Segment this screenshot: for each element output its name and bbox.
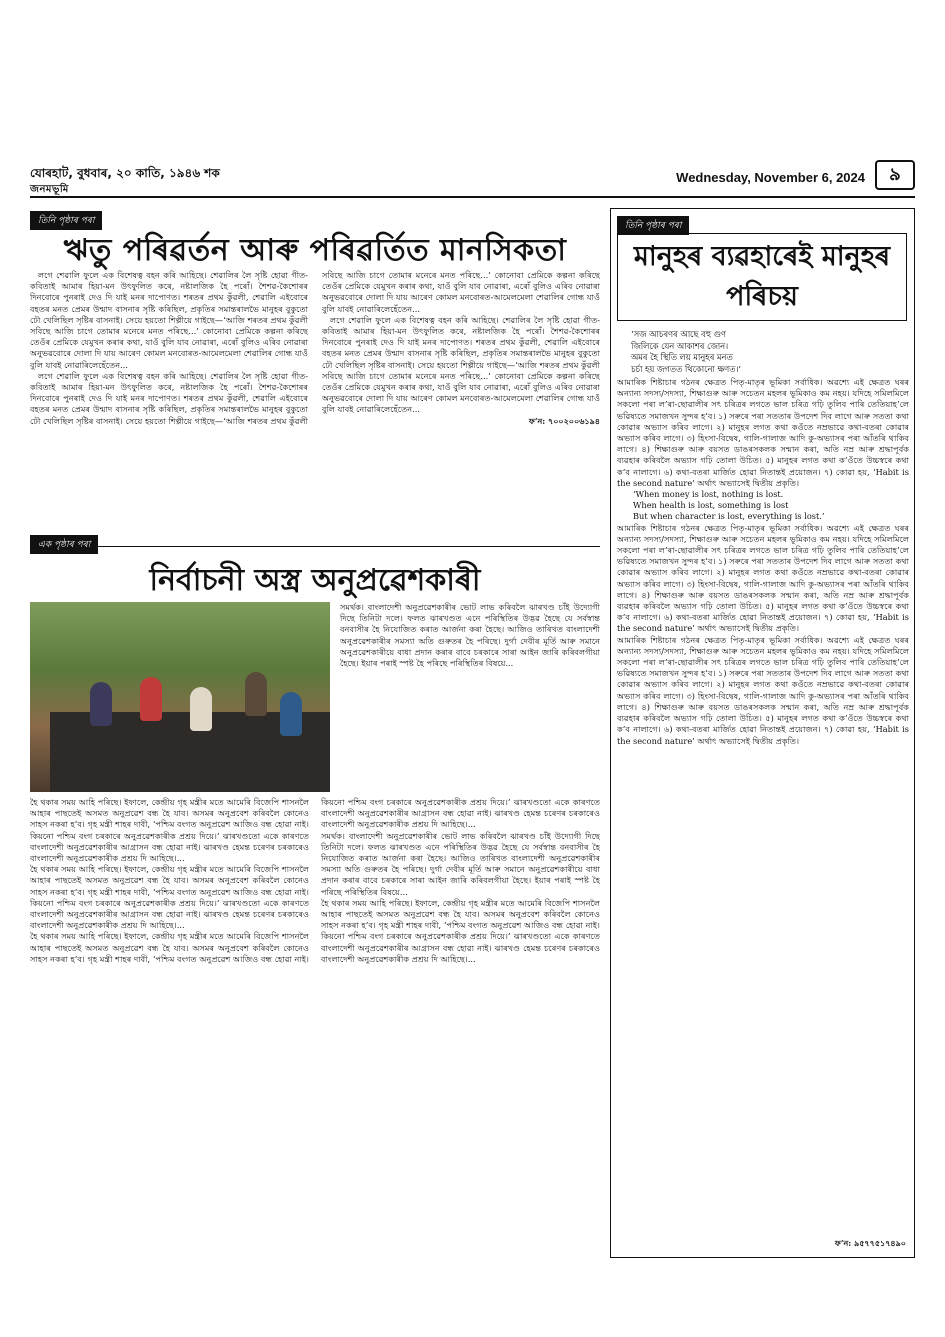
continued-tag: এক পৃষ্ঠাৰ পৰা [30,535,98,554]
article-paragraph-repeat: হৈ থকাৰ সময় আহি পৰিছে। ইফালে, কেন্দ্ৰীয় গৃহ মন্ত্ৰীৰ মতে আমেৰি বিজেপি শাসনলৈ আহাৰ পাছতেই অসমত অনুপ্ৰৱেশ বন্ধ হৈ যাব। অসমৰ অনুপ্ৰবেশ কৰিবলৈ কোনেও সাহস নকৰা হ’ব। গৃহ মন্ত্ৰী শাহৰ দাবী, ‘পশ্চিম বংগত অনুপ্ৰৱেশ আজিও বন্ধ হোৱা নাই। কিয়নো পশ্চিম বংগ চৰকাৰে অনুপ্ৰৱেশকাৰীক প্ৰশ্ৰয় দিয়ে।’ ঝাৰখণ্ডতো একে কাৰণতে বাংলাদেশী অনুপ্ৰৱেশকাৰীৰ আগ্ৰাসন বন্ধ হোৱা নাই। ঝাৰখণ্ড হেমন্ত চৰেণৰ চৰকাৰেও বাংলাদেশী অনুপ্ৰৱেশকাৰীক প্ৰশ্ৰয় দি আহিছে।... [30,797,600,964]
article-body [30,270,600,520]
page-number: ৯ [875,160,915,190]
poem-line: জিলিকে যেন আকাশৰ জোন। [631,340,729,351]
article-behaviour [610,208,915,1258]
train-passengers-photo [30,602,330,792]
person-figure [90,682,112,726]
article-seasons [30,208,600,523]
person-figure [140,677,162,721]
article-paragraph: হৈ থকাৰ সময় আহি পৰিছে। ইফালে, কেন্দ্ৰীয় গৃহ মন্ত্ৰীৰ মতে আমেৰি বিজেপি শাসনলৈ আহাৰ পাছতেই অসমত অনুপ্ৰৱেশ বন্ধ হৈ যাব। অসমৰ অনুপ্ৰবেশ কৰিবলৈ কোনেও সাহস নকৰা হ’ব। গৃহ মন্ত্ৰী শাহৰ দাবী, ‘পশ্চিম বংগত অনুপ্ৰৱেশ আজিও বন্ধ হোৱা নাই। কিয়নো পশ্চিম বংগ চৰকাৰে অনুপ্ৰৱেশকাৰীক প্ৰশ্ৰয় দিয়ে।’ ঝাৰখণ্ডতো একে কাৰণতে বাংলাদেশী অনুপ্ৰৱেশকাৰীৰ আগ্ৰাসন বন্ধ হোৱা নাই। ঝাৰখণ্ড হেমন্ত চৰেণৰ চৰকাৰেও বাংলাদেশী অনুপ্ৰৱেশকাৰীক প্ৰশ্ৰয় দি আহিছে।... [30,797,309,864]
poem-line: ‘সজ আচৰণৰ আছে বহু গুণ [631,329,726,339]
article-paragraph-repeat: আমাৰিক শিষ্টাচাৰ গঠনৰ ক্ষেত্ৰত পিতৃ-মাতৃৰ ভূমিকা সৰ্বাধিক। অৱশ্যে এই ক্ষেত্ৰত ঘৰৰ অন্যান্য সদস্য/সদস্যা, শিক্ষাগুৰু আৰু সচেতন মহলৰ ভূমিকাও কম নহয়। যদিহে সমিলমিলে সকলো পৰা ল’ৰা-ছোৱালীৰ সৎ চৰিত্ৰৰ লগতে ভাল চৰিত্ৰ গঢ়ি তুলিব পাৰি তেতিয়াহ’লে ভৱিষ্যতে সমাজখন সুন্দৰ হ’ব। ১) সৰুৰে পৰা সততাৰ উপদেশ দিব লাগে আৰু সততা কথা কোৱাৰ অভ্যাস কৰিব লাগে। ২) মানুহৰ লগত কথা কওঁতে নম্ৰভাৱে কথা-বতৰা কোৱাৰ অভ্যাস কৰিব লাগে। ৩) হিংসা-বিদ্বেষ, গালি-গালাজ আদি কু-অভ্যাসৰ পৰা আঁতৰি থাকিব লাগে। ৪) শিক্ষাগুৰু আৰু বয়সত ডাঙৰসকলক সন্মান কৰা, অতি নম্ৰ আৰু শ্ৰদ্ধাপূৰ্বক ব্যৱহাৰ কৰিবলৈ অভ্যাস গঢ়ি তোলা উচিত। ৫) মানুহৰ লগত কথা ক’ওঁতে উচ্চস্বৰে কথা ক’ব নালাগে। ৬) কথা-বতৰা মাৰ্জিত হোৱা নিতান্তই প্ৰয়োজন। ৭) কোৱা হয়, ‘Habit is the second nature’ অৰ্থাৎ অভ্যাসেই দ্বিতীয় প্ৰকৃতি। [617,634,909,746]
person-figure [280,692,302,736]
page-header [30,160,915,200]
article-paragraph-repeat: লগে শেৱালি ফুলে এক বিশেষত্ব বহন কৰি আহিছে। শেৱালিৰ লৈ সৃষ্টি হোৱা গীত-কবিতাই আমাৰ হিয়া-মন উৎফুলিত কৰে, নষ্টালজিক হৈ পৰোঁ। শৈশৱ-কৈশোৰৰ দিনবোৰে পুনৰাই দেও দি যাই মনৰ দাপোণত। শৰতৰ প্ৰথম কুঁৱলী, শেৱালি এইবোৰে বহতৰ মনত প্ৰেমৰ উন্মাদ বাসনাৰ সৃষ্টি কৰিছিল, প্ৰকৃতিৰ সমান্তৰালভৈ মানুহৰ বুকুতো ঢৌ খেলিছিল সৃষ্টিৰ বাসনাই। সেয়ে হয়তো শিল্পীয়ে গাইছে—‘আজি শৰতৰ প্ৰথম কুঁৱলী সবিছে আজি চাগে তোমাৰ মনেৰে মনত পৰিছে...’ কোনোবা প্ৰেমিকে কল্পনা কৰিছে তেওঁৰ প্ৰেমিকে যেমুখন কৰাৰ কথা, যাওঁ বুলি যাব নোৱাৰা, এৰোঁ বুলিও এৰিব নোৱাৰা অনুভৱবোৰে দোলা দি যায় আৰেণ কোমল মনবোৰত-আমেলমেলা শেৱালিৰ গোন্ধ যাওঁ বুলি যাবই নোৱাৰিলেহেঁতেন... [322,314,600,415]
article-body [617,377,909,1237]
article-paragraph-repeat: সমৰ্থক। বাংলাদেশী অনুপ্ৰৱেশকাৰীৰ ভোট লাভ কৰিবলৈ ঝাৰখণ্ড চাঁই উদ্যোগী দিছে তিনিটা দলে। ফলত ঝাৰখণ্ডত এনে পৰিস্থিতিৰ উদ্ভৱ হৈছে যে সৰ্বস্বান্ত বনবাসীৰ হৈ নিযোজিত কৰাত আৰ্জনা কৰা হৈছে। আজিও তাৰিখত বাংলাদেশী অনুপ্ৰৱেশকাৰীৰ সমস্যা অতি গুৰুতৰ হৈ পৰিছে। দুৰ্গা দেবীৰ মূৰ্তি আৰু সমানে অনুপ্ৰৱেশকাৰীয়ে বাধা প্ৰদান কৰাৰ বাবে চৰকাৰে সাৰা আইন জাৰি কৰিবলগীয়া হৈছে। ইয়াৰ পৰাই স্পষ্ট হৈ পৰিছে পৰিস্থিতিৰ বিষয়ে... [321,830,600,897]
author-phone: ফ’ন: ৯৫৭৭৫১৭৪৯০ [834,1238,906,1248]
article-title: ঋতু পৰিৱৰ্তন আৰু পৰিৱৰ্তিত মানসিকতা [63,233,567,268]
blank-margin [20,0,925,150]
article-paragraph-repeat: হৈ থকাৰ সময় আহি পৰিছে। ইফালে, কেন্দ্ৰীয় গৃহ মন্ত্ৰীৰ মতে আমেৰি বিজেপি শাসনলৈ আহাৰ পাছতেই অসমত অনুপ্ৰৱেশ বন্ধ হৈ যাব। অসমৰ অনুপ্ৰবেশ কৰিবলৈ কোনেও সাহস নকৰা হ’ব। গৃহ মন্ত্ৰী শাহৰ দাবী, ‘পশ্চিম বংগত অনুপ্ৰৱেশ আজিও বন্ধ হোৱা নাই। কিয়নো পশ্চিম বংগ চৰকাৰে অনুপ্ৰৱেশকাৰীক প্ৰশ্ৰয় দিয়ে।’ ঝাৰখণ্ডতো একে কাৰণতে বাংলাদেশী অনুপ্ৰৱেশকাৰীৰ আগ্ৰাসন বন্ধ হোৱা নাই। ঝাৰখণ্ড হেমন্ত চৰেণৰ চৰকাৰেও বাংলাদেশী অনুপ্ৰৱেশকাৰীক প্ৰশ্ৰয় দি আহিছে।... [321,897,600,964]
poem-quote [631,329,906,375]
quote-line: But when character is lost, everything is lost.’ [633,511,825,522]
article-body-right: সমৰ্থক। বাংলাদেশী অনুপ্ৰৱেশকাৰীৰ ভোট লাভ কৰিবলৈ ঝাৰখণ্ড চাঁই উদ্যোগী দিছে তিনিটা দলে। ফলত ঝাৰখণ্ডত এনে পৰিস্থিতিৰ উদ্ভৱ হৈছে যে সৰ্বস্বান্ত বনবাসীৰ হৈ নিযোজিত কৰাত আৰ্জনা কৰা হৈছে। আজিও তাৰিখত বাংলাদেশী অনুপ্ৰৱেশকাৰীৰ সমস্যা অতি গুৰুতৰ হৈ পৰিছে। দুৰ্গা দেবীৰ মূৰ্তি আৰু সমানে অনুপ্ৰৱেশকাৰীয়ে বাধা প্ৰদান কৰাৰ বাবে চৰকাৰে সাৰা আইন জাৰি কৰিবলগীয়া হৈছে। ইয়াৰ পৰাই স্পষ্ট হৈ পৰিছে পৰিস্থিতিৰ বিষয়ে... [340,602,600,669]
person-figure [190,687,212,731]
poem-line: অমৰ হৈ স্থিতি লয় মানুহৰ মনত [631,352,733,362]
article-title: মানুহৰ ব্যৱহাৰেই মানুহৰ পৰিচয় [617,233,907,321]
article-paragraph-repeat: লগে শেৱালি ফুলে এক বিশেষত্ব বহন কৰি আহিছে। শেৱালিৰ লৈ সৃষ্টি হোৱা গীত-কবিতাই আমাৰ হিয়া-মন উৎফুলিত কৰে, নষ্টালজিক হৈ পৰোঁ। শৈশৱ-কৈশোৰৰ দিনবোৰে পুনৰাই দেও দি যাই মনৰ দাপোণত। শৰতৰ প্ৰথম কুঁৱলী, শেৱালি এইবোৰে বহতৰ মনত প্ৰেমৰ উন্মাদ বাসনাৰ সৃষ্টি কৰিছিল, প্ৰকৃতিৰ সমান্তৰালভৈ মানুহৰ বুকুতো ঢৌ খেলিছিল সৃষ্টিৰ বাসনাই। সেয়ে হয়তো শিল্পীয়ে গাইছে—‘আজি শৰতৰ প্ৰথম কুঁৱলী সবিছে আজি চাগে তোমাৰ মনেৰে মনত পৰিছে...’ কোনোবা প্ৰেমিকে কল্পনা কৰিছে তেওঁৰ প্ৰেমিকে যেমুখন কৰাৰ কথা, যাওঁ বুলি যাব নোৱাৰা, এৰোঁ বুলিও এৰিব নোৱাৰা অনুভৱবোৰে দোলা দি যায় আৰেণ কোমল মনবোৰত-আমেলমেলা শেৱালিৰ গোন্ধ যাওঁ বুলি যাবই নোৱাৰিলেহেঁতেন... [30,270,600,426]
person-figure [245,672,267,716]
header-date-assamese: যোৰহাট, বুধবাৰ, ২০ কাতি, ১৯৪৬ শক [30,166,220,180]
english-quote [617,489,909,523]
article-paragraph: আমাৰিক শিষ্টাচাৰ গঠনৰ ক্ষেত্ৰত পিতৃ-মাতৃৰ ভূমিকা সৰ্বাধিক। অৱশ্যে এই ক্ষেত্ৰত ঘৰৰ অন্যান্য সদস্য/সদস্যা, শিক্ষাগুৰু আৰু সচেতন মহলৰ ভূমিকাও কম নহয়। যদিহে সমিলমিলে সকলো পৰা ল’ৰা-ছোৱালীৰ সৎ চৰিত্ৰৰ লগতে ভাল চৰিত্ৰ গঢ়ি তুলিব পাৰি তেতিয়াহ’লে ভৱিষ্যতে সমাজখন সুন্দৰ হ’ব। ১) সৰুৰে পৰা সততাৰ উপদেশ দিব লাগে আৰু সততা কথা কোৱাৰ অভ্যাস কৰিব লাগে। ২) মানুহৰ লগত কথা কওঁতে নম্ৰভাৱে কথা-বতৰা কোৱাৰ অভ্যাস কৰিব লাগে। ৩) হিংসা-বিদ্বেষ, গালি-গালাজ আদি কু-অভ্যাসৰ পৰা আঁতৰি থাকিব লাগে। ৪) শিক্ষাগুৰু আৰু বয়সত ডাঙৰসকলক সন্মান কৰা, অতি নম্ৰ আৰু শ্ৰদ্ধাপূৰ্বক ব্যৱহাৰ কৰিবলৈ অভ্যাস গঢ়ি তোলা উচিত। ৫) মানুহৰ লগত কথা ক’ওঁতে উচ্চস্বৰে কথা ক’ব নালাগে। ৬) কথা-বতৰা মাৰ্জিত হোৱা নিতান্তই প্ৰয়োজন। ৭) কোৱা হয়, ‘Habit is the second nature’ অৰ্থাৎ অভ্যাসেই দ্বিতীয় প্ৰকৃতি। [617,377,909,488]
article-title: নিৰ্বাচনী অস্ত্ৰ অনুপ্ৰৱেশকাৰী [149,563,481,598]
quote-line: ‘When money is lost, nothing is lost. [633,489,784,500]
article-election [30,532,600,1322]
author-phone: ফ’ন: ৭০০২০০৬১৯৪ [528,415,600,426]
article-body-bottom [30,797,600,1317]
article-paragraph: লগে শেৱালি ফুলে এক বিশেষত্ব বহন কৰি আহিছে। শেৱালিৰ লৈ সৃষ্টি হোৱা গীত-কবিতাই আমাৰ হিয়া-মন উৎফুলিত কৰে, নষ্টালজিক হৈ পৰোঁ। শৈশৱ-কৈশোৰৰ দিনবোৰে পুনৰাই দেও দি যাই মনৰ দাপোণত। শৰতৰ প্ৰথম কুঁৱলী, শেৱালি এইবোৰে বহতৰ মনত প্ৰেমৰ উন্মাদ বাসনাৰ সৃষ্টি কৰিছিল, প্ৰকৃতিৰ সমান্তৰালভৈ মানুহৰ বুকুতো ঢৌ খেলিছিল সৃষ্টিৰ বাসনাই। সেয়ে হয়তো শিল্পীয়ে গাইছে—‘আজি শৰতৰ প্ৰথম কুঁৱলী সবিছে আজি চাগে তোমাৰ মনেৰে মনত পৰিছে...’ কোনোবা প্ৰেমিকে কল্পনা কৰিছে তেওঁৰ প্ৰেমিকে যেমুখন কৰাৰ কথা, যাওঁ বুলি যাব নোৱাৰা, এৰোঁ বুলিও এৰিব নোৱাৰা অনুভৱবোৰে দোলা দি যায় আৰেণ কোমল মনবোৰত-আমেলমেলা শেৱালিৰ গোন্ধ যাওঁ বুলি যাবই নোৱাৰিলেহেঁতেন... [30,270,308,370]
continued-tag: তিনি পৃষ্ঠাৰ পৰা [617,216,689,235]
quote-line: When health is lost, something is lost [633,500,789,511]
article-paragraph-repeat: আমাৰিক শিষ্টাচাৰ গঠনৰ ক্ষেত্ৰত পিতৃ-মাতৃৰ ভূমিকা সৰ্বাধিক। অৱশ্যে এই ক্ষেত্ৰত ঘৰৰ অন্যান্য সদস্য/সদস্যা, শিক্ষাগুৰু আৰু সচেতন মহলৰ ভূমিকাও কম নহয়। যদিহে সমিলমিলে সকলো পৰা ল’ৰা-ছোৱালীৰ সৎ চৰিত্ৰৰ লগতে ভাল চৰিত্ৰ গঢ়ি তুলিব পাৰি তেতিয়াহ’লে ভৱিষ্যতে সমাজখন সুন্দৰ হ’ব। ১) সৰুৰে পৰা সততাৰ উপদেশ দিব লাগে আৰু সততা কথা কোৱাৰ অভ্যাস কৰিব লাগে। ২) মানুহৰ লগত কথা কওঁতে নম্ৰভাৱে কথা-বতৰা কোৱাৰ অভ্যাস কৰিব লাগে। ৩) হিংসা-বিদ্বেষ, গালি-গালাজ আদি কু-অভ্যাসৰ পৰা আঁতৰি থাকিব লাগে। ৪) শিক্ষাগুৰু আৰু বয়সত ডাঙৰসকলক সন্মান কৰা, অতি নম্ৰ আৰু শ্ৰদ্ধাপূৰ্বক ব্যৱহাৰ কৰিবলৈ অভ্যাস গঢ়ি তোলা উচিত। ৫) মানুহৰ লগত কথা ক’ওঁতে উচ্চস্বৰে কথা ক’ব নালাগে। ৬) কথা-বতৰা মাৰ্জিত হোৱা নিতান্তই প্ৰয়োজন। ৭) কোৱা হয়, ‘Habit is the second nature’ অৰ্থাৎ অভ্যাসেই দ্বিতীয় প্ৰকৃতি। [617,522,909,634]
continued-tag: তিনি পৃষ্ঠাৰ পৰা [30,211,102,230]
header-rule [30,196,915,198]
article-paragraph-repeat: হৈ থকাৰ সময় আহি পৰিছে। ইফালে, কেন্দ্ৰীয় গৃহ মন্ত্ৰীৰ মতে আমেৰি বিজেপি শাসনলৈ আহাৰ পাছতেই অসমত অনুপ্ৰৱেশ বন্ধ হৈ যাব। অসমৰ অনুপ্ৰবেশ কৰিবলৈ কোনেও সাহস নকৰা হ’ব। গৃহ মন্ত্ৰী শাহৰ দাবী, ‘পশ্চিম বংগত অনুপ্ৰৱেশ আজিও বন্ধ হোৱা নাই। কিয়নো পশ্চিম বংগ চৰকাৰে অনুপ্ৰৱেশকাৰীক প্ৰশ্ৰয় দিয়ে।’ ঝাৰখণ্ডতো একে কাৰণতে বাংলাদেশী অনুপ্ৰৱেশকাৰীৰ আগ্ৰাসন বন্ধ হোৱা নাই। ঝাৰখণ্ড হেমন্ত চৰেণৰ চৰকাৰেও বাংলাদেশী অনুপ্ৰৱেশকাৰীক প্ৰশ্ৰয় দি আহিছে।... [30,864,309,931]
poem-line: চৰ্চা হয় জগতত থিকোনো ক্ষণত।’ [631,363,742,374]
header-date-english: Wednesday, November 6, 2024 [676,170,865,185]
newspaper-logo: জনমভূমি [30,184,69,195]
